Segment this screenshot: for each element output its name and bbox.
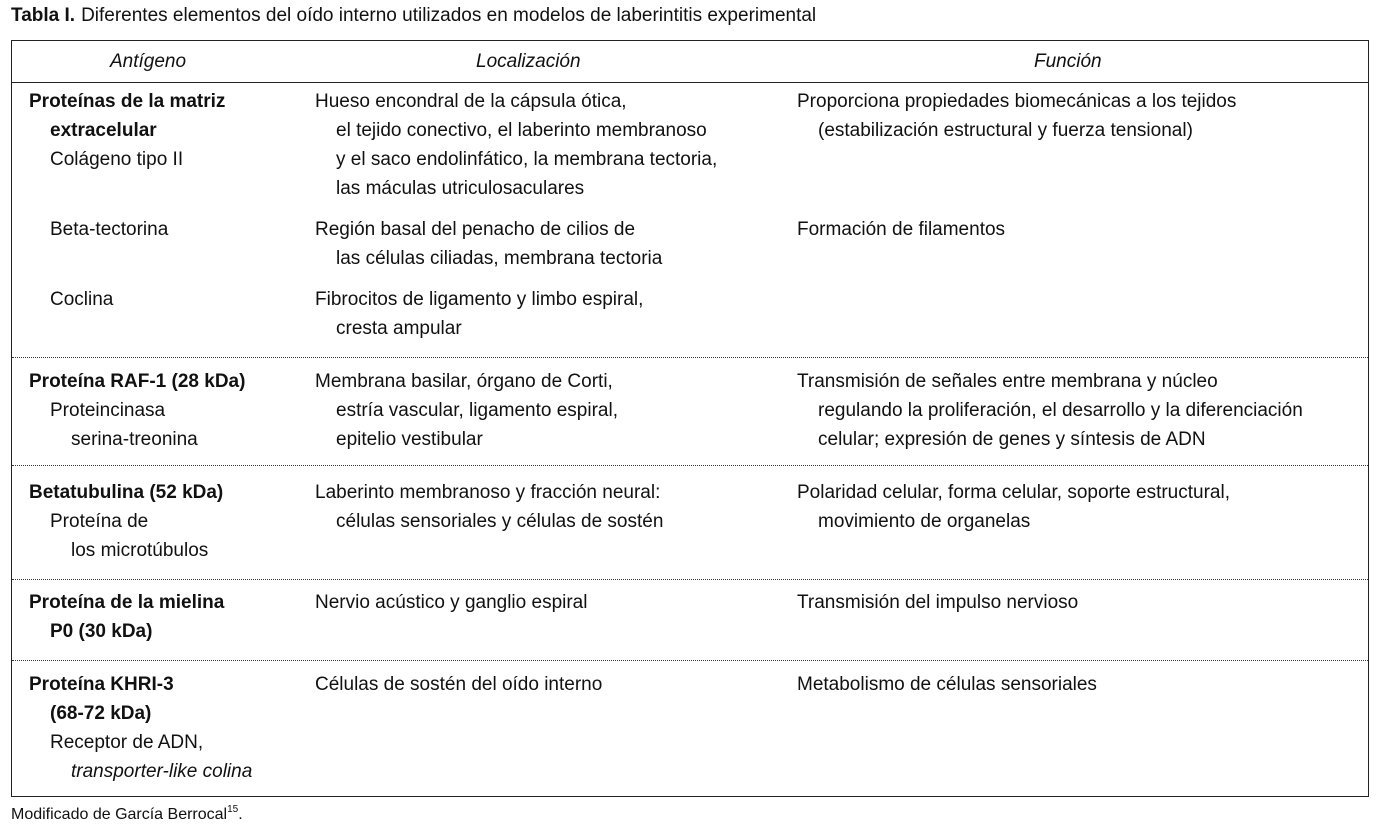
antigen-subtype: los microtúbulos xyxy=(71,540,209,561)
antigen-subtype: transporter-like colina xyxy=(71,761,253,782)
antigen-name: Betatubulina (52 kDa) xyxy=(29,482,224,503)
table-caption xyxy=(11,5,816,27)
antigen-name: extracelular xyxy=(50,120,157,141)
antigen-subtype: Coclina xyxy=(50,289,114,310)
function-text: movimiento de organelas xyxy=(818,511,1031,532)
header-antigen: Antígeno xyxy=(110,51,187,72)
function-text: Proporciona propiedades biomecánicas a los tejidos xyxy=(797,91,1237,112)
antigen-cell xyxy=(29,588,309,646)
header-function: Función xyxy=(1034,51,1102,72)
table-row xyxy=(12,82,1368,358)
function-text: Metabolismo de células sensoriales xyxy=(797,674,1097,695)
table-caption-label: Tabla I. xyxy=(11,5,76,26)
antigen-name: Proteína RAF-1 (28 kDa) xyxy=(29,371,246,392)
location-cell xyxy=(315,478,790,536)
location-text: el tejido conectivo, el laberinto membranoso xyxy=(336,120,707,141)
location-text: Hueso encondral de la cápsula ótica, xyxy=(315,91,627,112)
function-text: (estabilización estructural y fuerza tensional) xyxy=(818,120,1193,141)
antigen-cell xyxy=(29,87,309,314)
footnote-end: . xyxy=(238,806,243,823)
footnote-text: Modificado de García Berrocal xyxy=(11,806,228,823)
antigen-subtype: serina-treonina xyxy=(71,429,198,450)
location-cell xyxy=(315,367,790,454)
function-cell xyxy=(797,670,1367,699)
function-text: celular; expresión de genes y síntesis de ADN xyxy=(818,429,1206,450)
function-cell xyxy=(797,588,1367,617)
antigen-subtype: Receptor de ADN, xyxy=(50,732,204,753)
antigen-cell xyxy=(29,478,309,565)
function-text: regulando la proliferación, el desarrollo y la diferenciación xyxy=(818,400,1303,421)
location-text: las células ciliadas, membrana tectoria xyxy=(336,248,663,269)
function-text: Polaridad celular, forma celular, soporte estructural, xyxy=(797,482,1230,503)
location-text: Laberinto membranoso y fracción neural: xyxy=(315,482,661,503)
function-cell xyxy=(797,478,1367,536)
table-caption-text: Diferentes elementos del oído interno utilizados en modelos de laberintitis experimental xyxy=(81,5,817,26)
antigen-name: (68-72 kDa) xyxy=(50,703,152,724)
table-header-row xyxy=(12,41,1368,83)
antigen-subtype: Colágeno tipo II xyxy=(50,149,184,170)
table-row xyxy=(12,465,1368,580)
function-text: Transmisión del impulso nervioso xyxy=(797,592,1079,613)
data-table xyxy=(11,40,1369,797)
location-cell xyxy=(315,670,790,699)
location-text: epitelio vestibular xyxy=(336,429,483,450)
location-text: las máculas utriculosaculares xyxy=(336,178,585,199)
function-text: Transmisión de señales entre membrana y núcleo xyxy=(797,371,1218,392)
location-text: Fibrocitos de ligamento y limbo espiral, xyxy=(315,289,644,310)
location-cell xyxy=(315,87,790,343)
table-row xyxy=(12,660,1368,797)
antigen-name: Proteína KHRI-3 xyxy=(29,674,174,695)
table-footnote xyxy=(11,806,243,824)
location-text: Región basal del penacho de cilios de xyxy=(315,219,636,240)
function-cell xyxy=(797,87,1367,244)
antigen-cell xyxy=(29,367,309,454)
table-row xyxy=(12,579,1368,661)
header-location: Localización xyxy=(476,51,581,72)
antigen-subtype: Beta-tectorina xyxy=(50,219,169,240)
function-cell xyxy=(797,367,1367,454)
location-text: Células de sostén del oído interno xyxy=(315,674,603,695)
table-row xyxy=(12,357,1368,466)
antigen-name: P0 (30 kDa) xyxy=(50,621,153,642)
antigen-subtype: Proteincinasa xyxy=(50,400,166,421)
antigen-name: Proteínas de la matriz xyxy=(29,91,226,112)
location-text: células sensoriales y células de sostén xyxy=(336,511,664,532)
antigen-name: Proteína de la mielina xyxy=(29,592,225,613)
antigen-cell xyxy=(29,670,309,786)
location-text: cresta ampular xyxy=(336,318,462,339)
function-text: Formación de filamentos xyxy=(797,219,1006,240)
footnote-reference: 15 xyxy=(227,804,239,815)
location-cell xyxy=(315,588,790,617)
location-text: Nervio acústico y ganglio espiral xyxy=(315,592,588,613)
antigen-subtype: Proteína de xyxy=(50,511,149,532)
location-text: estría vascular, ligamento espiral, xyxy=(336,400,618,421)
location-text: y el saco endolinfático, la membrana tectoria, xyxy=(336,149,718,170)
location-text: Membrana basilar, órgano de Corti, xyxy=(315,371,613,392)
